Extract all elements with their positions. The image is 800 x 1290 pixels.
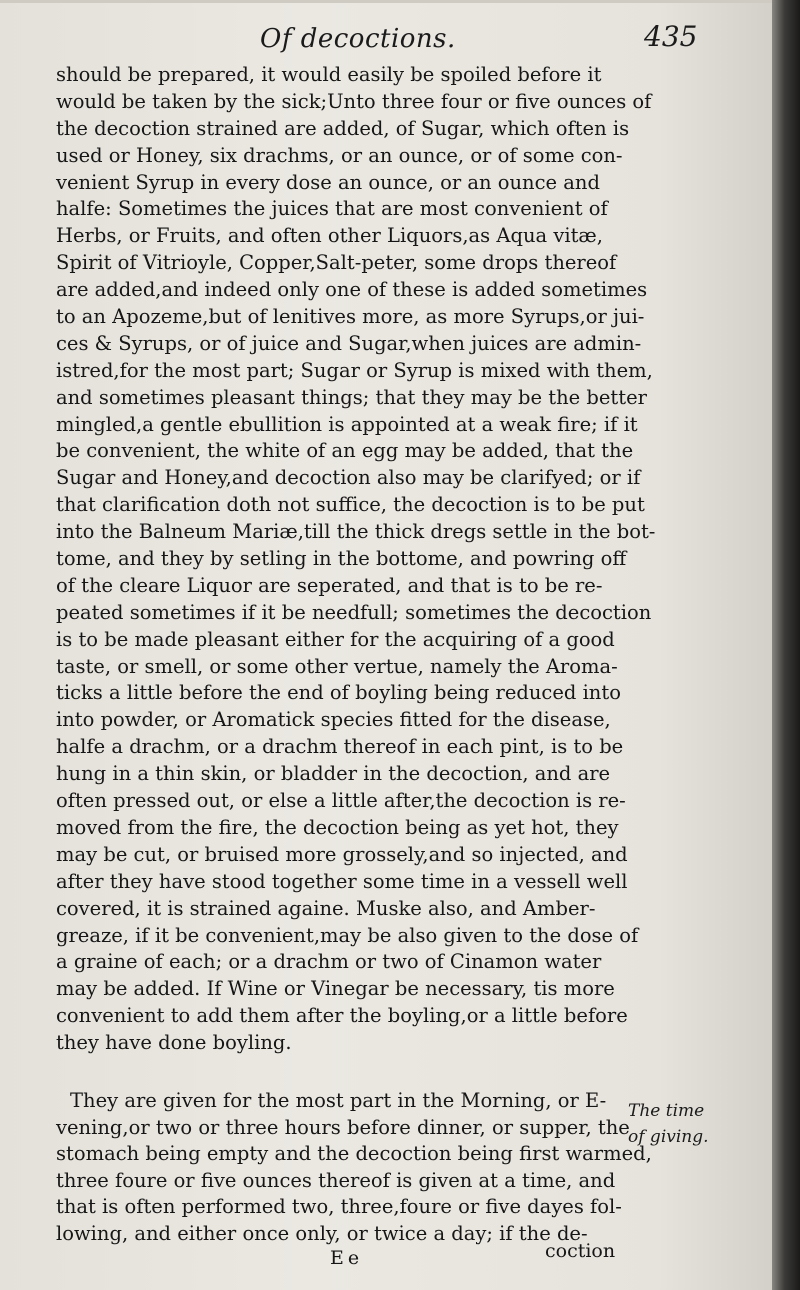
text-line: ces & Syrups, or of juice and Sugar,when juices are admin- bbox=[56, 331, 642, 355]
text-line: venient Syrup in every dose an ounce, or an ounce and bbox=[56, 170, 600, 194]
text-line: peated sometimes if it be needfull; sometimes the decoction bbox=[56, 600, 652, 624]
text-line: would be taken by the sick;Unto three four or five ounces of bbox=[56, 89, 652, 113]
text-line: vening,or two or three hours before dinner, or supper, the bbox=[56, 1115, 630, 1139]
main-paragraph bbox=[56, 62, 656, 1057]
text-line: tome, and they by setling in the bottome, and powring off bbox=[56, 547, 627, 571]
text-line: into powder, or Aromatick species fitted for the disease, bbox=[56, 708, 611, 732]
page-number: 435 bbox=[644, 20, 698, 53]
text-line: Herbs, or Fruits, and often other Liquors,as Aqua vitæ, bbox=[56, 224, 603, 248]
text-line: of the cleare Liquor are seperated, and that is to be re- bbox=[56, 573, 603, 597]
text-line: moved from the fire, the decoction being as yet hot, they bbox=[56, 815, 619, 839]
text-line: istred,for the most part; Sugar or Syrup is mixed with them, bbox=[56, 358, 653, 382]
text-line: may be cut, or bruised more grossely,and so injected, and bbox=[56, 842, 628, 866]
text-line: stomach being empty and the decoction being first warmed, bbox=[56, 1142, 652, 1166]
book-binding-edge bbox=[772, 0, 800, 1290]
text-line: Spirit of Vitrioyle, Copper,Salt-peter, some drops thereof bbox=[56, 251, 617, 275]
signature-mark: Ee bbox=[330, 1247, 364, 1269]
text-line: hung in a thin skin, or bladder in the decoction, and are bbox=[56, 762, 611, 786]
text-line: into the Balneum Mariæ,till the thick dregs settle in the bot- bbox=[56, 520, 656, 544]
second-paragraph bbox=[56, 1088, 652, 1248]
text-line: ticks a little before the end of boyling being reduced into bbox=[56, 681, 621, 705]
text-line: they have done boyling. bbox=[56, 1031, 292, 1055]
text-line: that clarification doth not suffice, the decoction is to be put bbox=[56, 493, 645, 517]
text-line: three foure or five ounces thereof is given at a time, and bbox=[56, 1168, 616, 1192]
text-line: convenient to add them after the boyling,or a little before bbox=[56, 1004, 628, 1028]
text-line: They are given for the most part in the Morning, or E- bbox=[70, 1089, 607, 1112]
text-line: be convenient, the white of an egg may be added, that the bbox=[56, 439, 634, 463]
margin-note-line: The time bbox=[628, 1101, 705, 1121]
text-line: lowing, and either once only, or twice a day; if the de- bbox=[56, 1221, 588, 1245]
text-line: after they have stood together some time in a vessell well bbox=[56, 869, 628, 893]
catchword: coction bbox=[545, 1240, 616, 1262]
text-line: covered, it is strained againe. Muske also, and Amber- bbox=[56, 896, 596, 920]
top-edge bbox=[0, 0, 772, 3]
text-line: should be prepared, it would easily be spoiled before it bbox=[56, 63, 602, 86]
margin-note-line: of giving. bbox=[628, 1127, 709, 1147]
text-line: a graine of each; or a drachm or two of Cinamon water bbox=[56, 950, 602, 974]
text-line: Sugar and Honey,and decoction also may be clarifyed; or if bbox=[56, 466, 641, 490]
running-head: Of decoctions. bbox=[260, 24, 456, 54]
text-line: often pressed out, or else a little after,the decoction is re- bbox=[56, 789, 626, 813]
text-line: the decoction strained are added, of Sugar, which often is bbox=[56, 116, 630, 140]
text-line: may be added. If Wine or Vinegar be necessary, tis more bbox=[56, 977, 615, 1001]
text-line: taste, or smell, or some other vertue, namely the Aroma- bbox=[56, 654, 618, 678]
text-line: is to be made pleasant either for the acquiring of a good bbox=[56, 627, 615, 651]
text-line: halfe: Sometimes the juices that are most convenient of bbox=[56, 197, 608, 221]
text-line: are added,and indeed only one of these is added sometimes bbox=[56, 278, 648, 302]
text-line: to an Apozeme,but of lenitives more, as more Syrups,or jui- bbox=[56, 305, 645, 329]
text-line: used or Honey, six drachms, or an ounce, or of some con- bbox=[56, 143, 623, 167]
text-line: greaze, if it be convenient,may be also given to the dose of bbox=[56, 923, 639, 947]
text-line: halfe a drachm, or a drachm thereof in each pint, is to be bbox=[56, 735, 624, 759]
text-line: mingled,a gentle ebullition is appointed at a weak fire; if it bbox=[56, 412, 638, 436]
margin-note bbox=[628, 1098, 724, 1150]
text-line: that is often performed two, three,foure or five dayes fol- bbox=[56, 1195, 622, 1219]
text-line: and sometimes pleasant things; that they may be the better bbox=[56, 385, 647, 409]
